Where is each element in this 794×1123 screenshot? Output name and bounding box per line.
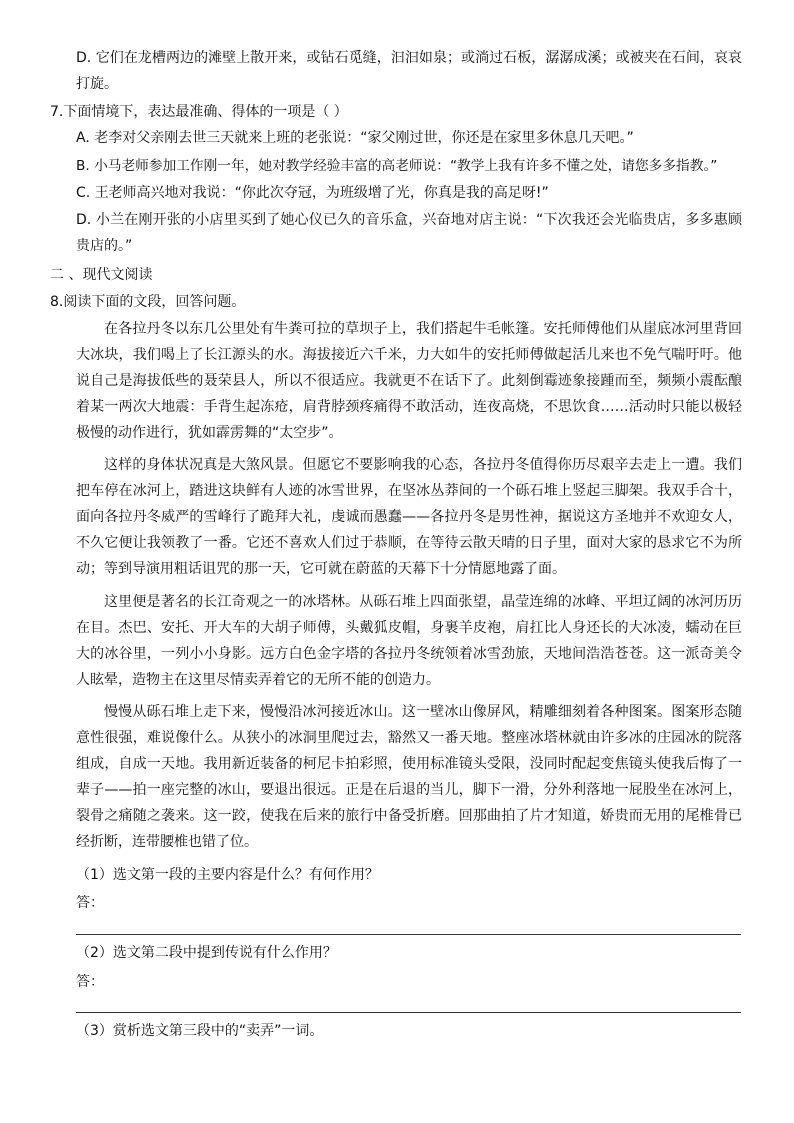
q7-stem: 7.下面情境下，表达最准确、得体的一项是（ ） <box>50 104 348 120</box>
q7-option-c: C. 王老师高兴地对我说：“你此次夺冠，为班级增了光，你真是我的高足呀!” <box>76 185 549 201</box>
section-heading: 二 、现代文阅读 <box>50 267 153 283</box>
answer-line-2[interactable] <box>76 1012 741 1013</box>
q7-option-b: B. 小马老师参加工作刚一年，她对教学经验丰富的高老师说：“教学上我有许多不懂之处，请您多多指教。” <box>76 158 718 174</box>
answer-label-1: 答： <box>76 895 104 911</box>
q8-stem: 8.阅读下面的文段，回答问题。 <box>50 294 246 310</box>
q6-option-d: D. 它们在龙槽两边的滩壁上散开来，或钻石觅缝，汩汩如泉；或淌过石板，潺潺成溪；或被夹在石间，哀哀打旋。 <box>76 50 742 92</box>
passage-paragraph-2: 这样的身体状况真是大煞风景。但愿它不要影响我的心态，各拉丹冬值得你历尽艰辛去走上一遭。我们把车停在冰河上，踏进这块鲜有人迹的冰雪世界，在坚冰丛莽间的一个砾石堆上竖起三脚架。我双手合十，面向各拉丹冬威严的雪峰行了跪拜大礼，虔诚而愚蠢——各拉丹冬是男性神，据说这方圣地并不欢迎女人，不久它便让我领教了一番。它还不喜欢人们过于恭顺，在等待云散天晴的日子里，面对大家的恳求它不为所动；等到导演用粗话诅咒的那一天，它可就在蔚蓝的天幕下十分情愿地露了面。 <box>76 457 742 577</box>
sub-question-2: （2）选文第二段中提到传说有什么作用？ <box>76 945 337 961</box>
q7-option-a: A. 老李对父亲刚去世三天就来上班的老张说：“家父刚过世，你还是在家里多休息几天吧。” <box>76 130 634 146</box>
q7-option-d: D. 小兰在刚开张的小店里买到了她心仪已久的音乐盒，兴奋地对店主说：“下次我还会光临贵店，多多惠顾贵店的。” <box>76 212 742 254</box>
sub-question-1: （1）选文第一段的主要内容是什么？有何作用？ <box>76 867 379 883</box>
passage-paragraph-3: 这里便是著名的长江奇观之一的冰塔林。从砾石堆上四面张望，晶莹连绵的冰峰、平坦辽阔的冰河历历在目。杰巴、安托、开大车的大胡子师傅，头戴狐皮帽，身裹羊皮袍，肩扛比人身还长的大冰凌，蠕动在巨大的冰谷里，一列小小身影。远方白色金字塔的各拉丹冬统领着冰雪劲旅，天地间浩浩苍苍。这一派奇美令人眩晕，造物主在这里尽情卖弄着它的无所不能的创造力。 <box>76 594 742 688</box>
sub-question-3: （3）赏析选文第三段中的“卖弄”一词。 <box>76 1023 324 1039</box>
passage-paragraph-1: 在各拉丹冬以东几公里处有牛粪可拉的草坝子上，我们搭起牛毛帐篷。安托师傅他们从崖底冰河里背回大冰块，我们喝上了长江源头的水。海拔接近六千米，力大如牛的安托师傅做起活儿来也不免气喘吁吁。他说自己是海拔低些的聂荣县人，所以不很适应。我就更不在话下了。此刻倒霉迹象接踵而至，频频小震酝酿着某一两次大地震：手背生起冻疮，肩背脖颈疼痛得不敢活动，连夜高烧，不思饮食……活动时只能以极轻极慢的动作进行，犹如霹雳舞的“太空步”。 <box>76 321 742 441</box>
passage-paragraph-4: 慢慢从砾石堆上走下来，慢慢沿冰河接近冰山。这一壁冰山像屏风，精雕细刻着各种图案。图案形态随意性很强，难说像什么。从狭小的冰洞里爬过去，豁然又一番天地。整座冰塔林就由许多冰的庄园冰的院落组成，自成一天地。我用新近装备的柯尼卡拍彩照，使用标准镜头受限，没同时配起变焦镜头使我后悔了一辈子——拍一座完整的冰山，要退出很远。正是在后退的当儿，脚下一滑，分外利落地一屁股坐在冰河上，裂骨之痛随之袭来。这一跤，使我在后来的旅行中备受折磨。回那曲拍了片才知道，娇贵而无用的尾椎骨已经折断，连带腰椎也错了位。 <box>76 704 742 850</box>
answer-line-1[interactable] <box>76 934 741 935</box>
answer-label-2: 答： <box>76 974 104 990</box>
